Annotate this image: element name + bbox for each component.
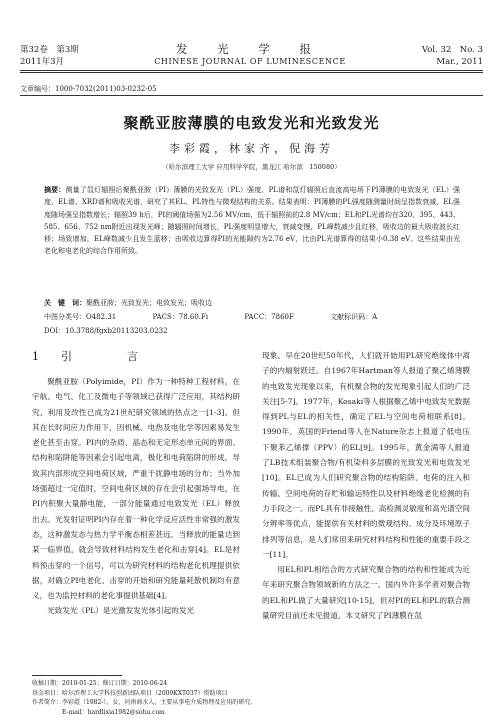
- issue-date: 2011年3月: [20, 57, 65, 67]
- classification-line: [44, 312, 411, 322]
- paragraph: 现象。早在20世纪50年代，人们就开始用PL研究绝缘体中离子的内辐射跃迁。自1967年Hartman等人报道了聚乙烯薄膜的电致发光现象以来，有机聚合物的发光现象引起人们的广泛关注[5-7]。1977年，Kosaki等人根据聚乙烯中电致发光数据得到PL与EL的相关性，确定了EL与空间电荷相联系[8]。1990年，英国的Friend等人在Nature杂志上报道了低电压下聚苯乙烯撑（PPV）的EL[9]。1995年，黄金满等人报道了LB技术组装聚合物/有机染料多层膜的光致发光和电致发光[10]。EL已成为人们研究聚合物的结构陷阱、电荷的注入和传输、空间电荷的存贮和输运特性以及材料绝缘老化检测的有力手段之一。而PL具有非接触性、高检测灵敏度和高光谱空间分辨率等优点，能提供有关材料的微观结构、成分及环境原子排列等信息，是人们常用来研究材料结构和性能的重要手段之一[11]。: [262, 351, 470, 559]
- footnote-rule: [32, 675, 122, 676]
- section-title: 引 言: [61, 350, 160, 363]
- paper-title: 聚酰亚胺薄膜的电致发光和光致发光: [123, 114, 380, 132]
- keywords-label: 关 键 词：: [44, 298, 86, 307]
- keywords-text: 聚酰亚胺；光致发光；电致发光；吸收边: [86, 299, 212, 307]
- abstract-text: 测量了氙灯辐照后聚酰亚胺（PI）薄膜的光致发光（PL）强度、PL谱和氙灯辐照后直流高电场下PI薄膜的电致发光（EL）强度、EL谱、XRD谱和吸收光谱，研究了其EL、PL特性与微观结构的关系。结果表明：PI薄膜的PL强度随测量时间呈指数衰减，EL强度随场强呈指数增长；辐照39 h后，PI的阈值场强为2.56 MV/cm，低于辐照前的2.8 MV/cm；EL和PL光谱均在320、395、443、585、656、752 nm附近出现发光峰；随辐照时间增长，PL强度明显增大，衰减变慢，PL峰数减少且红移，吸收边的最大吸收波长红移；场致增加，EL峰数减少且发生蓝移；由吸收边算得PI的光能隙约为2.76 eV，比由PL光谱算得的结果小0.38 eV。这些结果由光老化和电老化的综合作用所致。: [44, 186, 460, 256]
- abstract: [44, 184, 460, 258]
- body-column-right: [262, 348, 470, 623]
- paragraph: 聚酰亚胺（Polyimide，PI）作为一种特种工程材料，在宇航、电气、化工及微电子等领域已获得广泛应用，其结构研究、利用及改性已成为21世纪研究领域的热点之一[1-3]。但其在长时间应力作用下，因机械、电热及电化学等因素易发生老化甚至击穿。PI内的杂质、晶态和无定形态单元间的界面、结构和陷阱能等因素会引起电离，极化和电荷陷阱的形成，导致其内部形成空间电荷区域，严重干扰静电场的分布；当外加场强超过一定值时，空间电荷区域的存在会引起强场导电，在PI内积聚大量静电能，一部分能量通过电致发光（EL）释放出去。光发射证明PI内存在着一种化学反应活性非常强的激发态，这种激发态与热力学平衡态相差甚远，当释放的能量达到某一临界值，就会导致材料结构发生老化和击穿[4]。EL是材料预击穿的一个信号，可以为研究材料的结构老化机理提供依据，对确立PI电老化、击穿的开始和研究能量耗散机制均有意义，也为监控材料的老化事提供基础[4]。: [32, 377, 240, 601]
- section-heading: [32, 348, 160, 364]
- document-code: 文献标识码：A: [330, 313, 378, 321]
- author-email: E-mail：hardlixia1982@sohu.com: [62, 708, 165, 716]
- paragraph: 用EL和PL相结合的方式研究聚合物的结构和性能成为近年来研究聚合物领域新的方法之一。国内外许多学者对聚合物的EL和PL做了大量研究[10-15]，但对PI的EL和PL的联合测量研究目前还未见报道。本文研究了PI薄膜在氙: [262, 565, 470, 621]
- header-rule-bottom: [20, 72, 483, 73]
- section-number: 1: [32, 350, 61, 363]
- journal-volume-block: [20, 44, 79, 68]
- doi: DOI：10.3788/fgxb20113203.0232: [44, 327, 168, 335]
- journal-name-cn: 发 光 学 报: [176, 42, 324, 56]
- volume-issue: 第32卷 第3期: [20, 45, 79, 55]
- fund-info: 基金项目：哈尔滨理工大学科技创新团队项目（2009KXT037）资助项目: [32, 689, 228, 697]
- article-number: 文章编号：1000-7032(2011)03-0232-05: [20, 85, 157, 93]
- journal-name-block: [130, 42, 370, 66]
- author-bio: 作者简介：李彩霞（1982-），女，河南商水人，主要从事电介质物理及应用的研究。: [32, 699, 257, 706]
- footnote: [32, 679, 256, 717]
- clc-number: 中图分类号：O482.31: [44, 313, 117, 321]
- journal-volume-en-block: [422, 44, 483, 68]
- article-number-rule: [20, 95, 483, 96]
- issue-date-en: Mar., 2011: [436, 57, 483, 67]
- paragraph: 光致发光（PL）是光激发发光体引起的发光: [47, 606, 195, 616]
- pacs-code: PACS：78.60.Fi: [152, 313, 209, 321]
- body-column-left: [32, 374, 240, 619]
- pacc-code: PACC：7860F: [244, 313, 294, 321]
- journal-name-en: CHINESE JOURNAL OF LUMINESCENCE: [154, 57, 346, 66]
- received-dates: 收稿日期：2010-01-25；修订日期：2010-06-24: [32, 680, 168, 687]
- paper-authors: 李彩霞，林家齐，倪海芳: [169, 142, 334, 155]
- header-rule-top: [20, 70, 483, 71]
- keywords: [44, 298, 212, 308]
- abstract-label: 摘要：: [44, 185, 66, 194]
- author-affiliation: （哈尔滨理工大学 应用科学学院，黑龙江 哈尔滨 150080）: [162, 163, 341, 171]
- volume-issue-en: Vol. 32 No. 3: [421, 45, 483, 55]
